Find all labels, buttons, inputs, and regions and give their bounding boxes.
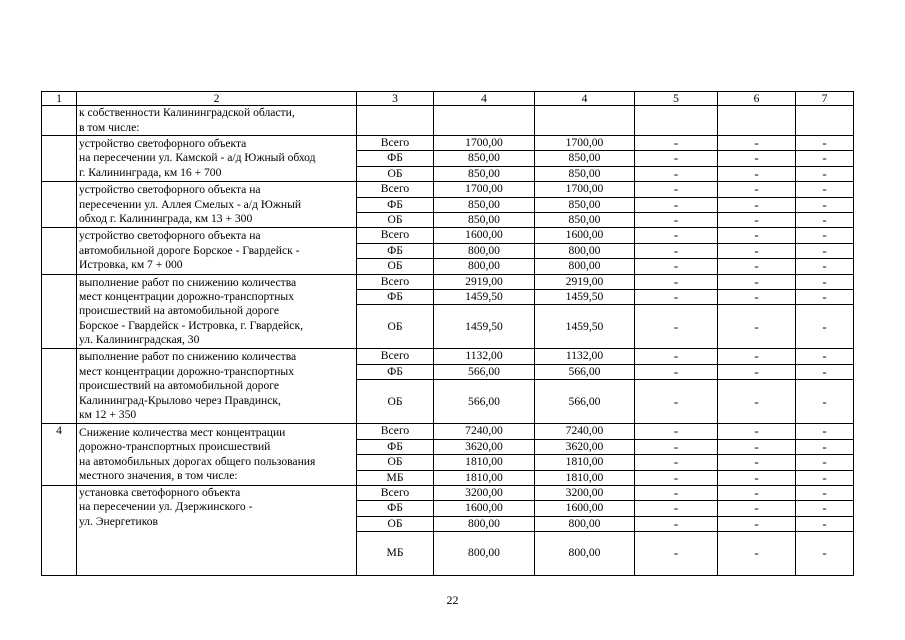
col-5-value: - bbox=[635, 501, 718, 516]
col-7-value: - bbox=[796, 274, 854, 289]
col-6-value: - bbox=[718, 424, 796, 439]
description-line: установка светофорного объекта bbox=[79, 485, 241, 499]
amount-year: 800,00 bbox=[535, 243, 635, 258]
amount-year: 1700,00 bbox=[535, 182, 635, 197]
amount-total: 1810,00 bbox=[434, 455, 535, 470]
amount-year: 1600,00 bbox=[535, 501, 635, 516]
table-row bbox=[42, 182, 854, 197]
col-6-value: - bbox=[718, 274, 796, 289]
funding-source: ОБ bbox=[357, 380, 434, 424]
table-row bbox=[42, 136, 854, 151]
amount-year: 800,00 bbox=[535, 532, 635, 576]
funding-source: ОБ bbox=[357, 305, 434, 349]
col-6-value: - bbox=[718, 259, 796, 274]
col-6-value: - bbox=[718, 532, 796, 576]
amount-total: 3620,00 bbox=[434, 439, 535, 454]
description-line: пересечении ул. Аллея Смелых - а/д Южный bbox=[79, 197, 302, 211]
amount-total: 2919,00 bbox=[434, 274, 535, 289]
col-7-value: - bbox=[796, 532, 854, 576]
col-5-value: - bbox=[635, 455, 718, 470]
funding-source: Всего bbox=[357, 228, 434, 243]
col-7-value: - bbox=[796, 470, 854, 485]
description-line: Снижение количества мест концентрации bbox=[79, 425, 286, 439]
funding-source: Всего bbox=[357, 136, 434, 151]
amount-year: 1600,00 bbox=[535, 228, 635, 243]
amount-year: 3620,00 bbox=[535, 439, 635, 454]
row-description bbox=[77, 424, 357, 486]
amount-year: 850,00 bbox=[535, 151, 635, 166]
description-line: устройство светофорного объекта bbox=[79, 137, 247, 150]
description-line: происшествий на автомобильной дороге bbox=[79, 304, 280, 318]
description-line: происшествий на автомобильной дороге bbox=[79, 379, 280, 393]
col-5-value: - bbox=[635, 364, 718, 379]
col-7-value: - bbox=[796, 516, 854, 531]
funding-source: Всего bbox=[357, 349, 434, 364]
col-7-value: - bbox=[796, 455, 854, 470]
funding-source: Всего bbox=[357, 485, 434, 500]
row-number bbox=[42, 106, 77, 136]
col-5-value: - bbox=[635, 228, 718, 243]
description-line: дорожно-транспортных происшествий bbox=[79, 440, 271, 454]
row-description bbox=[77, 485, 357, 575]
col-5-value: - bbox=[635, 197, 718, 212]
amount-total: 1459,50 bbox=[434, 290, 535, 305]
col-7-value: - bbox=[796, 485, 854, 500]
col-7-value: - bbox=[796, 424, 854, 439]
col-header: 6 bbox=[718, 92, 796, 106]
col-7-value: - bbox=[796, 197, 854, 212]
col-header: 1 bbox=[42, 92, 77, 106]
col-5-value: - bbox=[635, 349, 718, 364]
col-6-value: - bbox=[718, 485, 796, 500]
description-line: г. Калининграда, км 16 + 700 bbox=[79, 165, 222, 179]
funding-source: ОБ bbox=[357, 213, 434, 228]
row-number bbox=[42, 274, 77, 349]
col-5-value bbox=[635, 106, 718, 136]
amount-total: 850,00 bbox=[434, 213, 535, 228]
description-line: автомобильной дороге Борское - Гвардейск - bbox=[79, 243, 300, 257]
amount-total: 566,00 bbox=[434, 380, 535, 424]
amount-year: 7240,00 bbox=[535, 424, 635, 439]
funding-source: ФБ bbox=[357, 364, 434, 379]
col-5-value: - bbox=[635, 532, 718, 576]
col-6-value: - bbox=[718, 136, 796, 151]
col-6-value: - bbox=[718, 516, 796, 531]
col-5-value: - bbox=[635, 274, 718, 289]
col-5-value: - bbox=[635, 213, 718, 228]
col-7-value: - bbox=[796, 259, 854, 274]
amount-total: 1810,00 bbox=[434, 470, 535, 485]
col-6-value: - bbox=[718, 290, 796, 305]
amount-total: 800,00 bbox=[434, 259, 535, 274]
row-description bbox=[77, 136, 357, 182]
col-5-value: - bbox=[635, 380, 718, 424]
funding-source: ФБ bbox=[357, 290, 434, 305]
amount-year: 850,00 bbox=[535, 197, 635, 212]
amount-year: 800,00 bbox=[535, 516, 635, 531]
col-5-value: - bbox=[635, 439, 718, 454]
amount-year: 850,00 bbox=[535, 166, 635, 181]
funding-source: ОБ bbox=[357, 166, 434, 181]
funding-source: ОБ bbox=[357, 516, 434, 531]
page-number: 22 bbox=[446, 593, 459, 607]
col-7-value bbox=[796, 106, 854, 136]
row-number bbox=[42, 228, 77, 274]
col-5-value: - bbox=[635, 136, 718, 151]
row-description bbox=[77, 228, 357, 274]
table-row bbox=[42, 349, 854, 364]
col-7-value: - bbox=[796, 439, 854, 454]
description-line: на пересечении ул. Дзержинского - bbox=[79, 500, 253, 514]
col-5-value: - bbox=[635, 290, 718, 305]
col-5-value: - bbox=[635, 259, 718, 274]
col-6-value: - bbox=[718, 470, 796, 485]
col-6-value: - bbox=[718, 439, 796, 454]
description-line: обход г. Калининграда, км 13 + 300 bbox=[79, 212, 253, 226]
budget-table bbox=[41, 91, 854, 576]
col-7-value: - bbox=[796, 182, 854, 197]
col-6-value: - bbox=[718, 151, 796, 166]
col-6-value: - bbox=[718, 228, 796, 243]
col-5-value: - bbox=[635, 182, 718, 197]
col-5-value: - bbox=[635, 305, 718, 349]
amount-year: 1132,00 bbox=[535, 349, 635, 364]
col-header: 7 bbox=[796, 92, 854, 106]
col-7-value: - bbox=[796, 243, 854, 258]
amount-total: 850,00 bbox=[434, 151, 535, 166]
col-5-value: - bbox=[635, 516, 718, 531]
col-7-value: - bbox=[796, 380, 854, 424]
row-description bbox=[77, 349, 357, 424]
col-5-value: - bbox=[635, 485, 718, 500]
description-line: км 12 + 350 bbox=[79, 407, 137, 421]
amount-total: 800,00 bbox=[434, 243, 535, 258]
amount-year: 1459,50 bbox=[535, 290, 635, 305]
amount-year: 1810,00 bbox=[535, 470, 635, 485]
amount-year: 566,00 bbox=[535, 364, 635, 379]
header-row bbox=[42, 92, 854, 106]
col-5-value: - bbox=[635, 424, 718, 439]
amount-total: 1459,50 bbox=[434, 305, 535, 349]
row-number bbox=[42, 182, 77, 228]
amount-total: 1600,00 bbox=[434, 228, 535, 243]
table-row bbox=[42, 274, 854, 289]
col-5-value: - bbox=[635, 243, 718, 258]
col-7-value: - bbox=[796, 166, 854, 181]
col-6-value: - bbox=[718, 166, 796, 181]
col-6-value: - bbox=[718, 455, 796, 470]
description-line: выполнение работ по снижению количества bbox=[79, 350, 297, 364]
col-6-value: - bbox=[718, 182, 796, 197]
funding-source bbox=[357, 106, 434, 136]
funding-source: ФБ bbox=[357, 439, 434, 454]
description-line: Калининград-Крылово через Правдинск, bbox=[79, 393, 281, 407]
col-7-value: - bbox=[796, 228, 854, 243]
row-number bbox=[42, 349, 77, 424]
description-line: ул. Калининградская, 30 bbox=[79, 333, 200, 347]
description-line: ул. Энергетиков bbox=[79, 514, 159, 528]
amount-year: 850,00 bbox=[535, 213, 635, 228]
col-7-value: - bbox=[796, 290, 854, 305]
amount-year: 3200,00 bbox=[535, 485, 635, 500]
row-number: 4 bbox=[42, 424, 77, 486]
col-header: 4 bbox=[535, 92, 635, 106]
description-line: мест концентрации дорожно-транспортных bbox=[79, 364, 295, 378]
description-line: выполнение работ по снижению количества bbox=[79, 275, 297, 289]
col-7-value: - bbox=[796, 305, 854, 349]
funding-source: Всего bbox=[357, 182, 434, 197]
amount-year: 566,00 bbox=[535, 380, 635, 424]
row-description bbox=[77, 274, 357, 349]
col-5-value: - bbox=[635, 470, 718, 485]
table-row bbox=[42, 106, 854, 136]
amount-total: 1700,00 bbox=[434, 182, 535, 197]
col-7-value: - bbox=[796, 501, 854, 516]
amount-total: 800,00 bbox=[434, 532, 535, 576]
col-5-value: - bbox=[635, 166, 718, 181]
col-header: 2 bbox=[77, 92, 357, 106]
col-header: 5 bbox=[635, 92, 718, 106]
funding-source: МБ bbox=[357, 470, 434, 485]
row-number bbox=[42, 485, 77, 575]
col-6-value: - bbox=[718, 380, 796, 424]
funding-source: ФБ bbox=[357, 197, 434, 212]
amount-total: 850,00 bbox=[434, 197, 535, 212]
amount-year: 800,00 bbox=[535, 259, 635, 274]
col-6-value bbox=[718, 106, 796, 136]
amount-year: 1810,00 bbox=[535, 455, 635, 470]
amount-total: 1600,00 bbox=[434, 501, 535, 516]
amount-year bbox=[535, 106, 635, 136]
description-line: устройство светофорного объекта на bbox=[79, 229, 261, 243]
amount-total: 3200,00 bbox=[434, 485, 535, 500]
col-7-value: - bbox=[796, 136, 854, 151]
table-row bbox=[42, 485, 854, 500]
description-line: к собственности Калининградской области, bbox=[79, 106, 295, 120]
col-6-value: - bbox=[718, 364, 796, 379]
description-line: местного значения, в том числе: bbox=[79, 469, 238, 482]
col-6-value: - bbox=[718, 501, 796, 516]
description-line: в том числе: bbox=[79, 120, 140, 134]
funding-source: ФБ bbox=[357, 501, 434, 516]
amount-total: 850,00 bbox=[434, 166, 535, 181]
description-line: на пересечении ул. Камской - а/д Южный обход bbox=[79, 151, 316, 165]
row-description bbox=[77, 182, 357, 228]
amount-year: 1459,50 bbox=[535, 305, 635, 349]
amount-year: 1700,00 bbox=[535, 136, 635, 151]
col-7-value: - bbox=[796, 213, 854, 228]
col-header: 3 bbox=[357, 92, 434, 106]
amount-total: 1132,00 bbox=[434, 349, 535, 364]
row-number bbox=[42, 136, 77, 182]
funding-source: Всего bbox=[357, 274, 434, 289]
row-description bbox=[77, 106, 357, 136]
amount-total: 800,00 bbox=[434, 516, 535, 531]
col-6-value: - bbox=[718, 197, 796, 212]
description-line: Истровка, км 7 + 000 bbox=[79, 258, 183, 272]
funding-source: ОБ bbox=[357, 259, 434, 274]
col-6-value: - bbox=[718, 305, 796, 349]
funding-source: Всего bbox=[357, 424, 434, 439]
funding-source: ФБ bbox=[357, 151, 434, 166]
amount-total: 1700,00 bbox=[434, 136, 535, 151]
table-row bbox=[42, 424, 854, 439]
amount-total: 7240,00 bbox=[434, 424, 535, 439]
amount-total: 566,00 bbox=[434, 364, 535, 379]
description-line: Борское - Гвардейск - Истровка, г. Гвардейск, bbox=[79, 318, 303, 332]
amount-year: 2919,00 bbox=[535, 274, 635, 289]
description-line: мест концентрации дорожно-транспортных bbox=[79, 289, 295, 303]
col-header: 4 bbox=[434, 92, 535, 106]
col-7-value: - bbox=[796, 349, 854, 364]
col-6-value: - bbox=[718, 213, 796, 228]
amount-total bbox=[434, 106, 535, 136]
col-6-value: - bbox=[718, 349, 796, 364]
funding-source: МБ bbox=[357, 532, 434, 576]
col-7-value: - bbox=[796, 364, 854, 379]
col-6-value: - bbox=[718, 243, 796, 258]
col-7-value: - bbox=[796, 151, 854, 166]
description-line: устройство светофорного объекта на bbox=[79, 183, 261, 197]
description-line: на автомобильных дорогах общего пользования bbox=[79, 454, 316, 468]
funding-source: ОБ bbox=[357, 455, 434, 470]
col-5-value: - bbox=[635, 151, 718, 166]
table-row bbox=[42, 228, 854, 243]
funding-source: ФБ bbox=[357, 243, 434, 258]
